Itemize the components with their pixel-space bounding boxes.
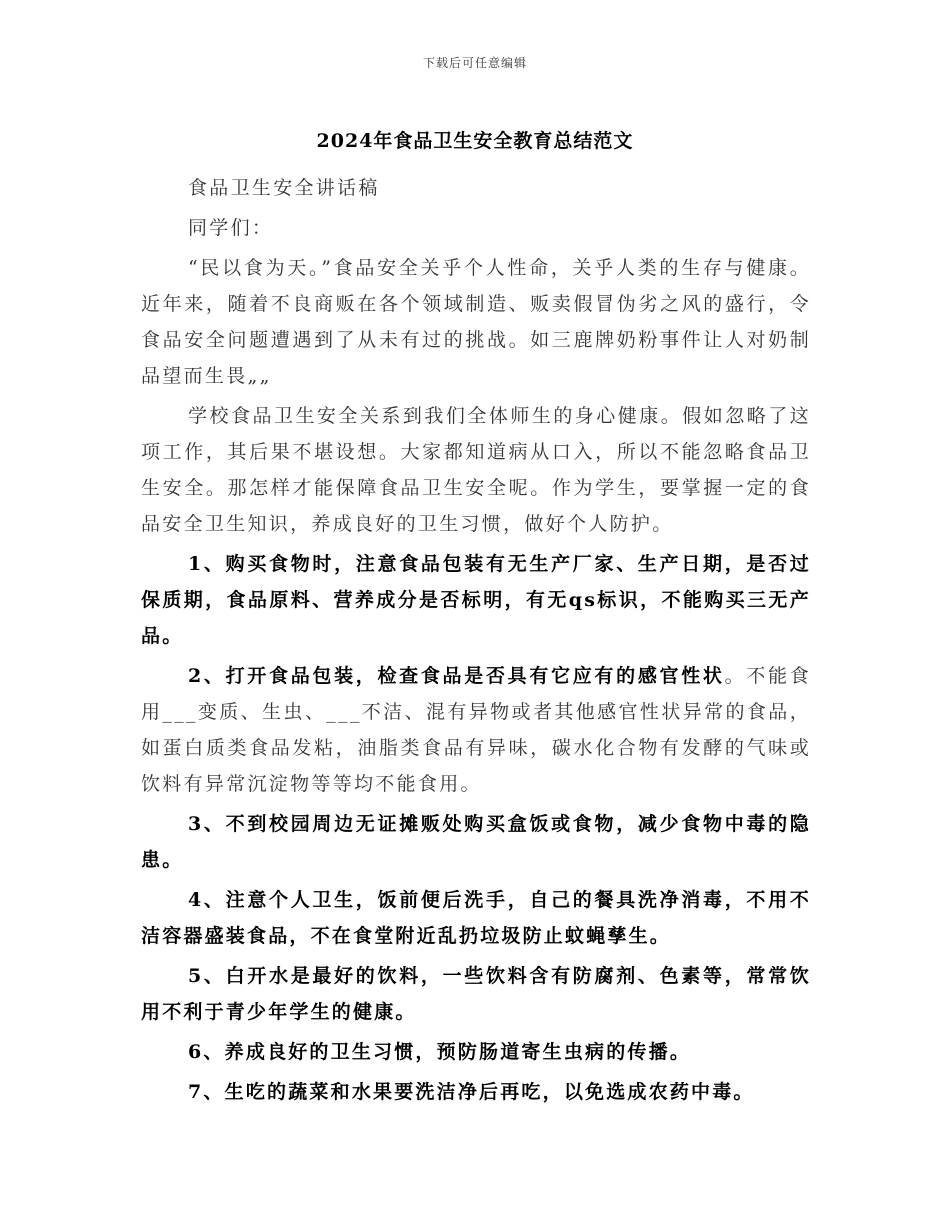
- header-note: 下载后可任意编辑: [422, 56, 527, 70]
- item-3: 3、不到校园周边无证摊贩处购买盒饭或食物，减少食物中毒的隐患。: [141, 813, 811, 871]
- paragraph-intro: “民以食为天。”食品安全关乎个人性命，关乎人类的生存与健康。近年来，随着不良商贩在各个领域制造、贩卖假冒伪劣之风的盛行，令食品安全问题遭遇到了从未有过的挑战。如三鹿牌奶粉事件让人对奶制品望而生畏„„: [141, 257, 811, 387]
- item-5: 5、白开水是最好的饮料，一些饮料含有防腐剂、色素等，常常饮用不利于青少年学生的健康。: [141, 965, 811, 1023]
- item-4: 4、注意个人卫生，饭前便后洗手，自己的餐具洗净消毒，不用不洁容器盛装食品，不在食堂附近乱扔垃圾防止蚊蝇孳生。: [141, 889, 811, 947]
- item-2: [141, 658, 811, 802]
- paragraph-school: 学校食品卫生安全关系到我们全体师生的身心健康。假如忽略了这项工作，其后果不堪设想。大家都知道病从口入，所以不能忽略食品卫生安全。那怎样才能保障食品卫生安全呢。作为学生，要掌握一定的食品安全卫生知识，养成良好的卫生习惯，做好个人防护。: [141, 405, 811, 535]
- item-2-lead: 2、打开食品包装，检查食品是否具有它应有的感官性状: [188, 665, 725, 687]
- document-title: 2024年食品卫生安全教育总结范文: [316, 130, 634, 152]
- document-body: [141, 170, 811, 1114]
- item-1: 1、购买食物时，注意食品包装有无生产厂家、生产日期，是否过保质期，食品原料、营养成分是否标明，有无qs标识，不能购买三无产品。: [141, 553, 811, 647]
- subtitle: 食品卫生安全讲话稿: [188, 177, 380, 199]
- item-2-tail: 。不能食用___变质、生虫、___不洁、混有异物或者其他感官性状异常的食品，如蛋白质类食品发粘，油脂类食品有异味，碳水化合物有发酵的气味或饮料有异常沉淀物等等均不能食用。: [141, 665, 811, 795]
- item-6: 6、养成良好的卫生习惯，预防肠道寄生虫病的传播。: [188, 1041, 692, 1063]
- greeting: 同学们：: [188, 217, 274, 239]
- item-7: 7、生吃的蔬菜和水果要洗洁净后再吃，以免选成农药中毒。: [188, 1081, 755, 1103]
